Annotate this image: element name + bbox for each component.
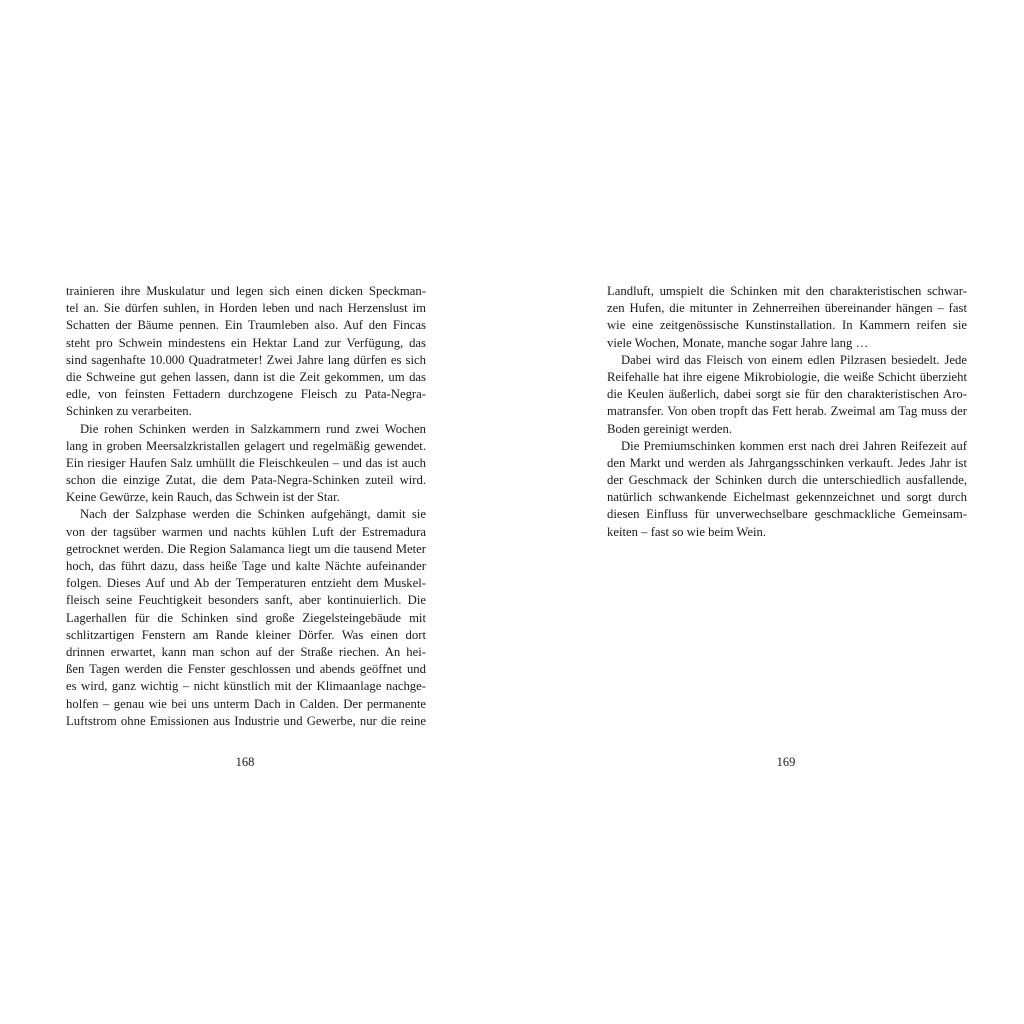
paragraph-first-line: Nach der Salzphase werden die Schinken aufgehängt, damit sie bbox=[80, 507, 426, 522]
text-line: natürlich schwankende Eichelmast gekennzeichnet und sorgt durch bbox=[607, 490, 967, 505]
left-page-body bbox=[66, 283, 426, 730]
text-line: lang in groben Meersalzkristallen gelagert und regelmäßig gewendet. bbox=[66, 438, 426, 453]
text-line: Landluft, umspielt die Schinken mit den charakteristischen schwar- bbox=[607, 284, 967, 298]
text-line: holfen – genau wie bei uns unterm Dach in Calden. Der permanente bbox=[66, 696, 426, 711]
text-line: tel an. Sie dürfen suhlen, in Horden leben und nach Herzenslust im bbox=[66, 301, 426, 316]
text-line: matransfer. Von oben tropft das Fett herab. Zweimal am Tag muss der bbox=[607, 404, 967, 419]
text-line: der Geschmack der Schinken durch die unterschiedlich ausfallende, bbox=[607, 473, 967, 488]
paragraph-first-line: Dabei wird das Fleisch von einem edlen Pilzrasen besiedelt. Jede bbox=[621, 352, 967, 367]
text-line: wie eine zeitgenössische Kunstinstallation. In Kammern reifen sie bbox=[607, 318, 967, 333]
text-line: fleisch seine Feuchtigkeit besonders sanft, aber kontinuierlich. Die bbox=[66, 593, 426, 608]
text-line: steht pro Schwein mindestens ein Hektar Land zur Verfügung, das bbox=[66, 335, 426, 350]
page-number-left: 168 bbox=[235, 755, 255, 769]
page-number-right: 169 bbox=[776, 755, 796, 769]
text-line: zen Hufen, die mitunter in Zehnerreihen übereinander hängen – fast bbox=[607, 301, 967, 316]
text-line: drinnen erwartet, kann man schon auf der Straße riechen. An hei- bbox=[66, 644, 426, 659]
text-line: Luftstrom ohne Emissionen aus Industrie und Gewerbe, nur die reine bbox=[66, 713, 426, 728]
text-line: Boden gereinigt werden. bbox=[607, 421, 733, 436]
text-line: schon die einzige Zutat, die dem Pata-Negra-Schinken zuteil wird. bbox=[66, 473, 426, 488]
text-line: folgen. Dieses Auf und Ab der Temperaturen entzieht dem Muskel- bbox=[66, 576, 426, 591]
text-line: es wird, ganz wichtig – nicht künstlich mit der Klimaanlage nachge- bbox=[66, 679, 426, 694]
text-line: Keine Gewürze, kein Rauch, das Schwein ist der Star. bbox=[66, 490, 340, 505]
text-line: diesen Einfluss für unverwechselbare geschmackliche Gemeinsam- bbox=[607, 507, 967, 522]
text-line: sind sagenhafte 10.000 Quadratmeter! Zwei Jahre lang dürfen es sich bbox=[66, 352, 426, 367]
text-line: edle, von feinsten Fettadern durchzogene Fleisch zu Pata-Negra- bbox=[66, 387, 426, 402]
text-line: viele Wochen, Monate, manche sogar Jahre lang … bbox=[607, 335, 869, 350]
text-line: hoch, das führt dazu, dass heiße Tage und kalte Nächte aufeinander bbox=[66, 559, 426, 573]
text-line: keiten – fast so wie beim Wein. bbox=[607, 524, 767, 539]
text-line: Reifehalle hat ihre eigene Mikrobiologie, die weiße Schicht überzieht bbox=[607, 369, 967, 384]
paragraph-first-line: Die rohen Schinken werden in Salzkammern rund zwei Wochen bbox=[80, 421, 426, 436]
text-line: Ein riesiger Haufen Salz umhüllt die Fleischkeulen – und das ist auch bbox=[66, 455, 426, 470]
text-line: getrocknet werden. Die Region Salamanca liegt um die tausend Meter bbox=[66, 541, 426, 556]
text-line: trainieren ihre Muskulatur und legen sich einen dicken Speckman- bbox=[66, 284, 426, 298]
text-line: Schinken zu verarbeiten. bbox=[66, 404, 192, 419]
text-line: die Schweine gut gehen lassen, dann ist die Zeit gekommen, um das bbox=[66, 369, 426, 384]
text-line: den Markt und werden als Jahrgangsschinken verkauft. Jedes Jahr ist bbox=[607, 455, 967, 470]
text-line: schlitzartigen Fenstern am Rande kleiner Dörfer. Was einen dort bbox=[66, 627, 426, 642]
paragraph-first-line: Die Premiumschinken kommen erst nach drei Jahren Reifezeit auf bbox=[621, 438, 967, 453]
text-line: Lagerhallen für die Schinken sind große Ziegelsteingebäude mit bbox=[66, 610, 426, 625]
text-line: von der tagsüber warmen und nachts kühlen Luft der Estremadura bbox=[66, 524, 426, 539]
text-line: Schatten der Bäume pennen. Ein Traumleben also. Auf den Fincas bbox=[66, 318, 426, 333]
right-page-body bbox=[607, 283, 967, 541]
text-line: ßen Tagen werden die Fenster geschlossen und abends geöffnet und bbox=[66, 662, 426, 677]
text-line: die Keulen äußerlich, dabei sorgt sie für den charakteristischen Aro- bbox=[607, 387, 967, 402]
